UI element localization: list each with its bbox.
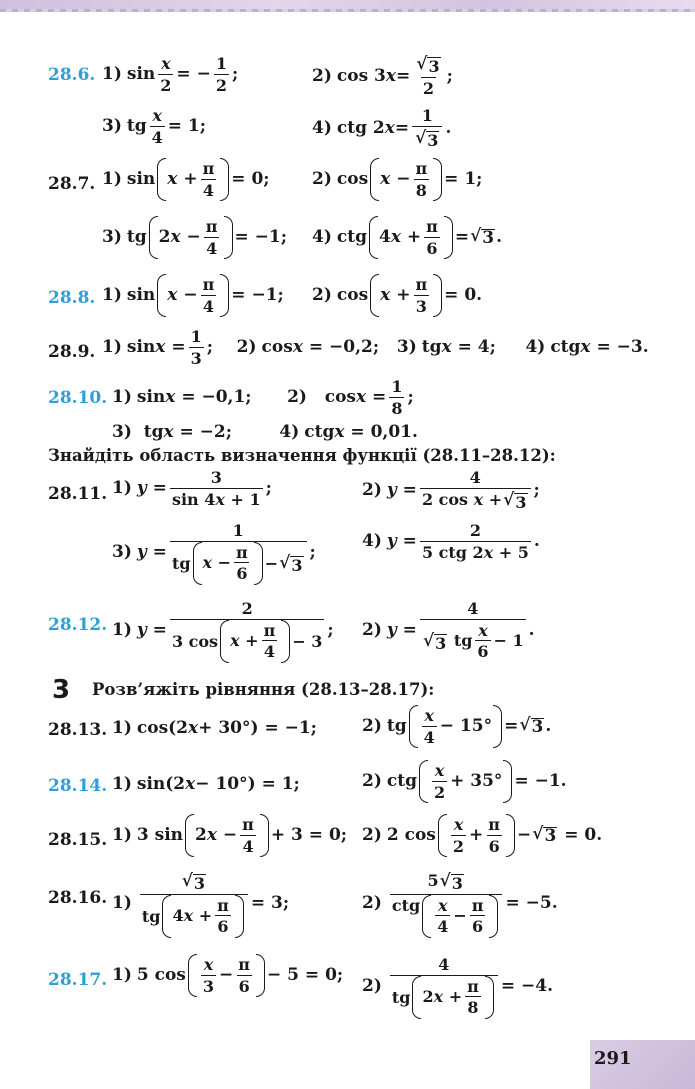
problem-28-8-item-2: 2) cos x + $\frac{\pi}{3}$ = 0. xyxy=(312,275,483,316)
problem-28-6-item-2: 2) cos 3 x = √ 3 2 ; xyxy=(312,54,453,98)
problem-number-28-17: 28.17. xyxy=(48,970,108,990)
problem-28-15-item-2: 2) 2 cos $\frac{x}{2}$ + $\frac{\pi}{6}$ − √ 3 = 0. xyxy=(362,815,603,856)
problem-number-28-9: 28.9. xyxy=(48,342,96,362)
problem-28-6-item-4: 4) ctg 2 x = 1 √ 3 . xyxy=(312,106,452,150)
problem-number-28-15: 28.15. xyxy=(48,830,108,850)
problem-number-28-14: 28.14. xyxy=(48,776,108,796)
problem-28-14-item-2: 2) ctg $\frac{x}{2}$ + 35° = −1. xyxy=(362,761,567,802)
problem-28-6-item-3: 3) tg $\frac{x}{4}$ = 1; xyxy=(102,106,207,147)
problem-number-28-16: 28.16. xyxy=(48,888,108,908)
problem-28-13-item-2: 2) tg $\frac{x}{4}$ − 15° = √ 3 . xyxy=(362,706,552,747)
problem-28-7-item-1: 1) sin x + $\frac{\pi}{4}$ = 0; xyxy=(102,159,270,200)
problem-28-11-item-3: 3) y = 1 tg x − $\frac{\pi}{6}$ − √ 3 ; xyxy=(112,521,316,584)
problem-28-16-item-2: 2) 5 √ 3 ctg $\frac{x}{4}$ − $\frac{\pi}{6}$ = −5. xyxy=(362,871,558,937)
problem-28-9-line: 1) sin x = $\frac{1}{3}$ ; 2) cos x = −0,2; 3) tg x = 4; 4) ctg x = −3. xyxy=(102,327,649,368)
problem-28-17-item-1: 1) 5 cos $\frac{x}{3}$ − $\frac{\pi}{6}$ − 5 = 0; xyxy=(112,955,344,996)
problem-number-28-6: 28.6. xyxy=(48,65,96,85)
problem-28-14-item-1: 1) sin(2 x − 10°) = 1; xyxy=(112,774,300,794)
problem-28-11-item-4: 4) y = $\frac{2}{\text{5 ctg 2x + 5}}$ . xyxy=(362,521,540,562)
problem-28-17-item-2: 2) 4 tg 2 x + $\frac{\pi}{8}$ = −4. xyxy=(362,955,553,1018)
problem-28-12-item-1: 1) y = 2 3 cos x + $\frac{\pi}{4}$ − 3 ; xyxy=(112,599,334,662)
difficulty-level-badge: 3 xyxy=(46,672,76,708)
problem-28-7-item-3: 3) tg 2 x − $\frac{\pi}{4}$ = −1; xyxy=(102,217,288,258)
problem-28-10-line-1: 1) sin x = −0,1; 2) cos x = $\frac{1}{8}$ ; xyxy=(112,377,414,418)
problem-28-11-item-2: 2) y = 4 2 cos x + √ 3 ; xyxy=(362,468,540,512)
problem-28-16-item-1: 1) √ 3 tg 4 x + $\frac{\pi}{6}$ = 3; xyxy=(112,871,290,937)
problem-28-7-item-4: 4) ctg 4 x + $\frac{\pi}{6}$ = √ 3 . xyxy=(312,217,503,258)
problem-28-6-line-1: 1) sin $\frac{x}{2}$ = − $\frac{1}{2}$ ; xyxy=(102,54,239,95)
problem-number-28-11: 28.11. xyxy=(48,484,108,504)
problem-28-12-item-2: 2) y = 4 √ 3 tg $\frac{x}{6}$ − 1 . xyxy=(362,599,535,662)
problem-28-15-item-1: 1) 3 sin 2 x − $\frac{\pi}{4}$ + 3 = 0; xyxy=(112,815,348,856)
section-heading-solve: Розв’яжіть рівняння (28.13–28.17): xyxy=(92,680,435,699)
problem-number-28-12: 28.12. xyxy=(48,615,108,635)
problem-28-8-item-1: 1) sin x − $\frac{\pi}{4}$ = −1; xyxy=(102,275,284,316)
problem-28-13-item-1: 1) cos(2 x + 30°) = −1; xyxy=(112,718,317,738)
problem-28-7-item-2: 2) cos x − $\frac{\pi}{8}$ = 1; xyxy=(312,159,483,200)
problem-28-11-item-1: 1) y = $\frac{3}{\sin 4x + 1}$ ; xyxy=(112,468,272,509)
problem-number-28-8: 28.8. xyxy=(48,288,96,308)
problem-28-10-line-2: 3) tg x = −2; 4) ctg x = 0,01. xyxy=(112,422,418,442)
problem-number-28-10: 28.10. xyxy=(48,388,108,408)
page-number: 291 xyxy=(594,1048,632,1069)
section-heading-domain: Знайдіть область визначення функції (28.11–28.12): xyxy=(48,446,556,465)
problem-number-28-7: 28.7. xyxy=(48,174,96,194)
top-decorative-band xyxy=(0,0,695,12)
problem-number-28-13: 28.13. xyxy=(48,720,108,740)
